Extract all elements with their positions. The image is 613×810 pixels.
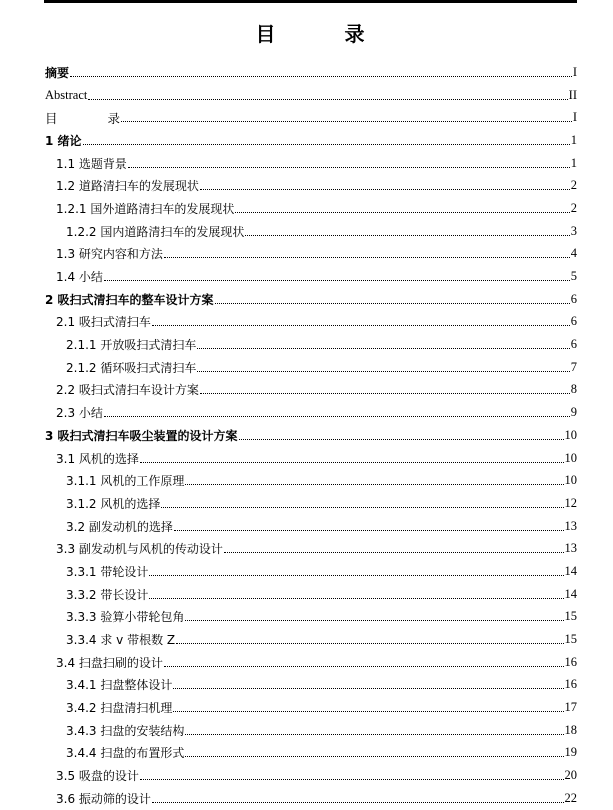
toc-page: 10 xyxy=(564,450,577,465)
toc-page: 14 xyxy=(564,586,577,601)
toc-entry-3-4[interactable] xyxy=(0,651,613,674)
toc-leader xyxy=(245,235,569,236)
toc-label: 3.1 风机的选择 xyxy=(56,451,139,466)
toc-entry-1-4[interactable] xyxy=(0,265,613,288)
toc-page: 10 xyxy=(564,473,577,488)
toc-leader xyxy=(83,144,570,145)
toc-leader xyxy=(174,530,564,531)
toc-entry-contents[interactable] xyxy=(0,106,613,129)
toc-label: 3.2 副发动机的选择 xyxy=(66,519,173,534)
toc-label: 1 绪论 xyxy=(45,133,82,148)
toc-entry-1-3[interactable] xyxy=(0,243,613,266)
toc-leader xyxy=(185,484,563,485)
toc-page: 20 xyxy=(564,768,577,783)
toc-label: 目 录 xyxy=(45,111,121,126)
title-char-2: 录 xyxy=(344,22,366,46)
toc-label: 3.6 振动筛的设计 xyxy=(56,791,151,806)
toc-label: 2.1.2 循环吸扫式清扫车 xyxy=(66,360,197,375)
toc-entry-1-1[interactable] xyxy=(0,152,613,175)
table-of-contents xyxy=(0,61,613,810)
toc-page: 13 xyxy=(564,541,577,556)
toc-page: 1 xyxy=(570,155,577,170)
toc-leader xyxy=(140,779,564,780)
toc-label: 2.1.1 开放吸扫式清扫车 xyxy=(66,338,197,353)
toc-leader xyxy=(185,734,563,735)
toc-entry-ch3[interactable] xyxy=(0,424,613,447)
toc-label: 2 吸扫式清扫车的整车设计方案 xyxy=(45,292,214,307)
toc-label: 3.3.3 验算小带轮包角 xyxy=(66,610,185,625)
toc-entry-1-2[interactable] xyxy=(0,174,613,197)
toc-entry-3-3-2[interactable] xyxy=(0,583,613,606)
toc-label: 2.1 吸扫式清扫车 xyxy=(56,315,151,330)
toc-page: 2 xyxy=(570,178,577,193)
toc-page: 22 xyxy=(564,790,577,805)
toc-leader xyxy=(128,167,570,168)
toc-entry-3-4-3[interactable] xyxy=(0,719,613,742)
toc-page: 15 xyxy=(564,632,577,647)
toc-leader xyxy=(104,280,570,281)
toc-leader xyxy=(224,552,564,553)
toc-leader xyxy=(149,598,563,599)
toc-page: 14 xyxy=(564,563,577,578)
toc-entry-3-1-2[interactable] xyxy=(0,492,613,515)
toc-leader xyxy=(197,371,569,372)
toc-label: 3.3.2 带长设计 xyxy=(66,587,149,602)
toc-page: 13 xyxy=(564,518,577,533)
toc-leader xyxy=(235,212,569,213)
toc-leader xyxy=(149,575,563,576)
toc-label: 3.4.2 扫盘清扫机理 xyxy=(66,701,173,716)
toc-leader xyxy=(164,257,570,258)
toc-label: 3.4.3 扫盘的安装结构 xyxy=(66,723,185,738)
toc-label: 3.1.1 风机的工作原理 xyxy=(66,474,185,489)
toc-page: 2 xyxy=(570,200,577,215)
toc-leader xyxy=(70,76,572,77)
toc-label: Abstract xyxy=(45,87,88,102)
toc-entry-ch2[interactable] xyxy=(0,288,613,311)
toc-entry-2-3[interactable] xyxy=(0,401,613,424)
toc-label: 1.2.2 国内道路清扫车的发展现状 xyxy=(66,224,245,239)
toc-label: 3.5 吸盘的设计 xyxy=(56,769,139,784)
toc-label: 1.2 道路清扫车的发展现状 xyxy=(56,179,199,194)
toc-page: 16 xyxy=(564,677,577,692)
toc-page: 18 xyxy=(564,722,577,737)
toc-entry-3-5[interactable] xyxy=(0,764,613,787)
toc-entry-3-1-1[interactable] xyxy=(0,469,613,492)
toc-page: 16 xyxy=(564,654,577,669)
toc-page: 15 xyxy=(564,609,577,624)
toc-leader xyxy=(152,325,570,326)
toc-page: 6 xyxy=(570,314,577,329)
toc-page: 9 xyxy=(570,405,577,420)
toc-page: I xyxy=(572,110,577,125)
toc-label: 3.4.1 扫盘整体设计 xyxy=(66,678,173,693)
toc-entry-3-3-4[interactable] xyxy=(0,628,613,651)
toc-leader xyxy=(164,666,564,667)
toc-entry-2-1-1[interactable] xyxy=(0,333,613,356)
toc-label: 2.3 小结 xyxy=(56,406,103,421)
toc-entry-abstract-cn[interactable] xyxy=(0,61,613,84)
toc-label: 1.1 选题背景 xyxy=(56,156,127,171)
toc-page: 17 xyxy=(564,700,577,715)
toc-label: 摘要 xyxy=(45,65,70,80)
toc-leader xyxy=(200,393,570,394)
toc-leader xyxy=(104,416,570,417)
toc-page: 4 xyxy=(570,246,577,261)
toc-label: 3.3.1 带轮设计 xyxy=(66,564,149,579)
toc-entry-3-4-2[interactable] xyxy=(0,696,613,719)
toc-page: 6 xyxy=(570,337,577,352)
top-rule xyxy=(44,0,577,3)
toc-label: 1.4 小结 xyxy=(56,270,103,285)
toc-label: 3.4.4 扫盘的布置形式 xyxy=(66,746,185,761)
toc-entry-3-4-1[interactable] xyxy=(0,674,613,697)
toc-leader xyxy=(185,756,563,757)
toc-page: I xyxy=(572,64,577,79)
toc-entry-3-2[interactable] xyxy=(0,515,613,538)
toc-label: 3.4 扫盘扫刷的设计 xyxy=(56,655,163,670)
toc-entry-3-3-1[interactable] xyxy=(0,560,613,583)
toc-page: 5 xyxy=(570,269,577,284)
toc-leader xyxy=(176,643,563,644)
toc-page: 3 xyxy=(570,223,577,238)
toc-leader xyxy=(88,99,567,100)
toc-leader xyxy=(239,439,564,440)
toc-entry-3-6[interactable] xyxy=(0,787,613,810)
toc-leader xyxy=(200,189,570,190)
toc-leader xyxy=(161,507,563,508)
toc-entry-3-4-4[interactable] xyxy=(0,742,613,765)
toc-label: 2.2 吸扫式清扫车设计方案 xyxy=(56,383,199,398)
title-char-1: 目 xyxy=(255,22,277,46)
toc-entry-2-1-2[interactable] xyxy=(0,356,613,379)
toc-label: 3.3 副发动机与风机的传动设计 xyxy=(56,542,223,557)
toc-leader xyxy=(197,348,569,349)
toc-page: 12 xyxy=(564,495,577,510)
toc-entry-1-2-1[interactable] xyxy=(0,197,613,220)
toc-leader xyxy=(173,711,563,712)
toc-entry-3-1[interactable] xyxy=(0,447,613,470)
toc-page: II xyxy=(568,87,577,102)
toc-leader xyxy=(215,303,570,304)
toc-leader xyxy=(173,688,563,689)
toc-label: 3.3.4 求 v 带根数 Z xyxy=(66,633,176,648)
toc-page: 6 xyxy=(570,291,577,306)
toc-entry-3-3-3[interactable] xyxy=(0,606,613,629)
toc-page: 10 xyxy=(564,427,577,442)
toc-label: 1.2.1 国外道路清扫车的发展现状 xyxy=(56,201,235,216)
toc-page: 1 xyxy=(570,132,577,147)
toc-entry-1-2-2[interactable] xyxy=(0,220,613,243)
toc-label: 3.1.2 风机的选择 xyxy=(66,496,161,511)
toc-page: 7 xyxy=(570,359,577,374)
toc-page: 19 xyxy=(564,745,577,760)
toc-page: 8 xyxy=(570,382,577,397)
toc-entry-2-2[interactable] xyxy=(0,379,613,402)
page-title xyxy=(44,20,577,48)
toc-leader xyxy=(185,620,563,621)
toc-entry-3-3[interactable] xyxy=(0,537,613,560)
toc-entry-ch1[interactable] xyxy=(0,129,613,152)
toc-leader xyxy=(140,462,564,463)
toc-label: 1.3 研究内容和方法 xyxy=(56,247,163,262)
toc-entry-abstract-en[interactable] xyxy=(0,84,613,107)
toc-leader xyxy=(121,121,572,122)
toc-label: 3 吸扫式清扫车吸尘装置的设计方案 xyxy=(45,428,238,443)
toc-entry-2-1[interactable] xyxy=(0,311,613,334)
